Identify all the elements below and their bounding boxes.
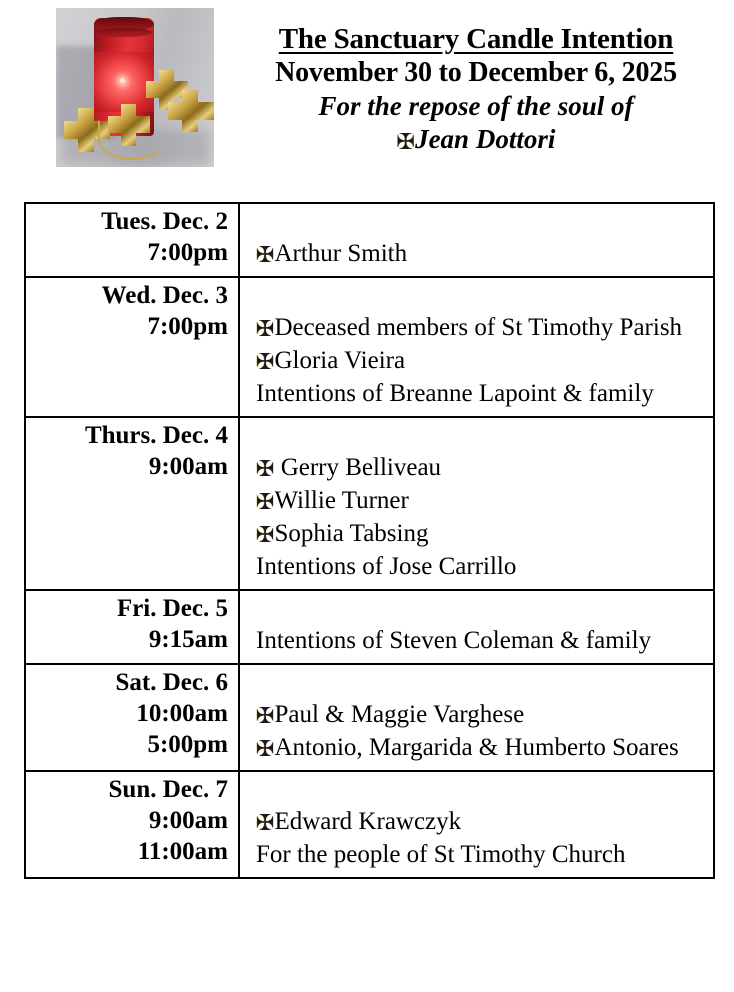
schedule-when-cell bbox=[25, 277, 239, 417]
intention-text: Paul & Maggie Varghese bbox=[274, 701, 525, 728]
schedule-day-label: Fri. Dec. 5 bbox=[116, 595, 228, 622]
intention-line bbox=[256, 484, 707, 517]
schedule-day-label: Tues. Dec. 2 bbox=[101, 208, 228, 235]
deceased-name: Jean Dottori bbox=[415, 124, 556, 154]
table-row bbox=[25, 664, 714, 771]
schedule-day-label: Wed. Dec. 3 bbox=[101, 282, 228, 309]
table-row bbox=[25, 277, 714, 417]
intentions-inner bbox=[240, 278, 713, 416]
document-header bbox=[0, 0, 734, 190]
intention-line bbox=[256, 698, 707, 731]
schedule-intentions-cell bbox=[239, 203, 714, 277]
intention-line bbox=[256, 838, 707, 871]
intention-line bbox=[256, 344, 707, 377]
intention-text: Deceased members of St Timothy Parish bbox=[274, 314, 683, 341]
cross-icon: ✠ bbox=[256, 350, 275, 375]
schedule-intentions-cell bbox=[239, 417, 714, 590]
intentions-inner bbox=[240, 204, 713, 276]
intention-text: Edward Krawczyk bbox=[274, 808, 462, 835]
when-inner bbox=[26, 278, 238, 348]
table-row bbox=[25, 203, 714, 277]
candle-glass-inner-rim bbox=[96, 28, 152, 37]
intention-line bbox=[256, 517, 707, 550]
schedule-time-label: 10:00am bbox=[136, 700, 228, 727]
table-row bbox=[25, 590, 714, 664]
schedule-time-label: 5:00pm bbox=[147, 731, 228, 758]
page-title: The Sanctuary Candle Intention bbox=[278, 23, 674, 55]
schedule-when-cell bbox=[25, 417, 239, 590]
intention-line bbox=[256, 731, 707, 764]
title-block bbox=[228, 22, 724, 156]
candle-flame bbox=[120, 78, 125, 83]
schedule-intentions-cell bbox=[239, 590, 714, 664]
intentions-inner bbox=[240, 772, 713, 877]
schedule-when-cell bbox=[25, 771, 239, 878]
intention-text: Arthur Smith bbox=[274, 240, 408, 267]
schedule-intentions-cell bbox=[239, 277, 714, 417]
intention-text: Intentions of Jose Carrillo bbox=[256, 553, 517, 580]
intention-line bbox=[256, 624, 707, 657]
intention-text: Antonio, Margarida & Humberto Soares bbox=[274, 734, 679, 761]
cross-icon: ✠ bbox=[256, 811, 275, 836]
cross-icon: ✠ bbox=[256, 523, 275, 548]
table-row bbox=[25, 771, 714, 878]
table-row bbox=[25, 417, 714, 590]
schedule-time-label: 7:00pm bbox=[147, 239, 228, 266]
repose-line: For the repose of the soul of bbox=[318, 91, 634, 121]
schedule-day-label: Sun. Dec. 7 bbox=[108, 776, 228, 803]
schedule-when-cell bbox=[25, 203, 239, 277]
schedule-day-label: Sat. Dec. 6 bbox=[115, 669, 228, 696]
intentions-inner bbox=[240, 591, 713, 663]
deceased-name-line bbox=[228, 123, 724, 156]
intention-line bbox=[256, 237, 707, 270]
cross-icon: ✠ bbox=[256, 490, 275, 515]
intention-text: Sophia Tabsing bbox=[274, 520, 429, 547]
when-inner bbox=[26, 591, 238, 661]
schedule-day-label: Thurs. Dec. 4 bbox=[84, 422, 228, 449]
schedule-time-label: 7:00pm bbox=[147, 313, 228, 340]
when-inner bbox=[26, 772, 238, 873]
schedule-body bbox=[25, 203, 714, 878]
when-inner bbox=[26, 204, 238, 274]
intention-line bbox=[256, 805, 707, 838]
schedule-when-cell bbox=[25, 590, 239, 664]
intention-text: Gerry Belliveau bbox=[280, 454, 442, 481]
schedule-intentions-cell bbox=[239, 771, 714, 878]
intentions-inner bbox=[240, 418, 713, 589]
intention-text: Intentions of Breanne Lapoint & family bbox=[256, 380, 654, 407]
intention-text: For the people of St Timothy Church bbox=[256, 841, 626, 868]
intention-text: Intentions of Steven Coleman & family bbox=[256, 627, 652, 654]
intention-text: Gloria Vieira bbox=[274, 347, 406, 374]
date-range: November 30 to December 6, 2025 bbox=[275, 57, 677, 88]
intention-text: Willie Turner bbox=[274, 487, 409, 514]
mass-intentions-table bbox=[24, 202, 715, 879]
cross-icon: ✠ bbox=[256, 243, 275, 268]
schedule-time-label: 9:15am bbox=[148, 626, 228, 653]
sanctuary-candle-photo bbox=[56, 8, 214, 167]
schedule-time-label: 11:00am bbox=[137, 838, 228, 865]
when-inner bbox=[26, 665, 238, 766]
schedule-when-cell bbox=[25, 664, 239, 771]
intention-line bbox=[256, 451, 707, 484]
intention-line bbox=[256, 550, 707, 583]
cross-icon: ✠ bbox=[396, 130, 416, 155]
schedule-intentions-cell bbox=[239, 664, 714, 771]
cross-icon: ✠ bbox=[256, 737, 275, 762]
intention-line bbox=[256, 311, 707, 344]
gold-bracket-wire bbox=[98, 120, 166, 160]
intentions-inner bbox=[240, 665, 713, 770]
intention-line bbox=[256, 377, 707, 410]
when-inner bbox=[26, 418, 238, 488]
cross-icon: ✠ bbox=[256, 457, 275, 482]
schedule-time-label: 9:00am bbox=[148, 807, 228, 834]
cross-icon: ✠ bbox=[256, 704, 275, 729]
schedule-time-label: 9:00am bbox=[148, 453, 228, 480]
cross-icon: ✠ bbox=[256, 317, 275, 342]
